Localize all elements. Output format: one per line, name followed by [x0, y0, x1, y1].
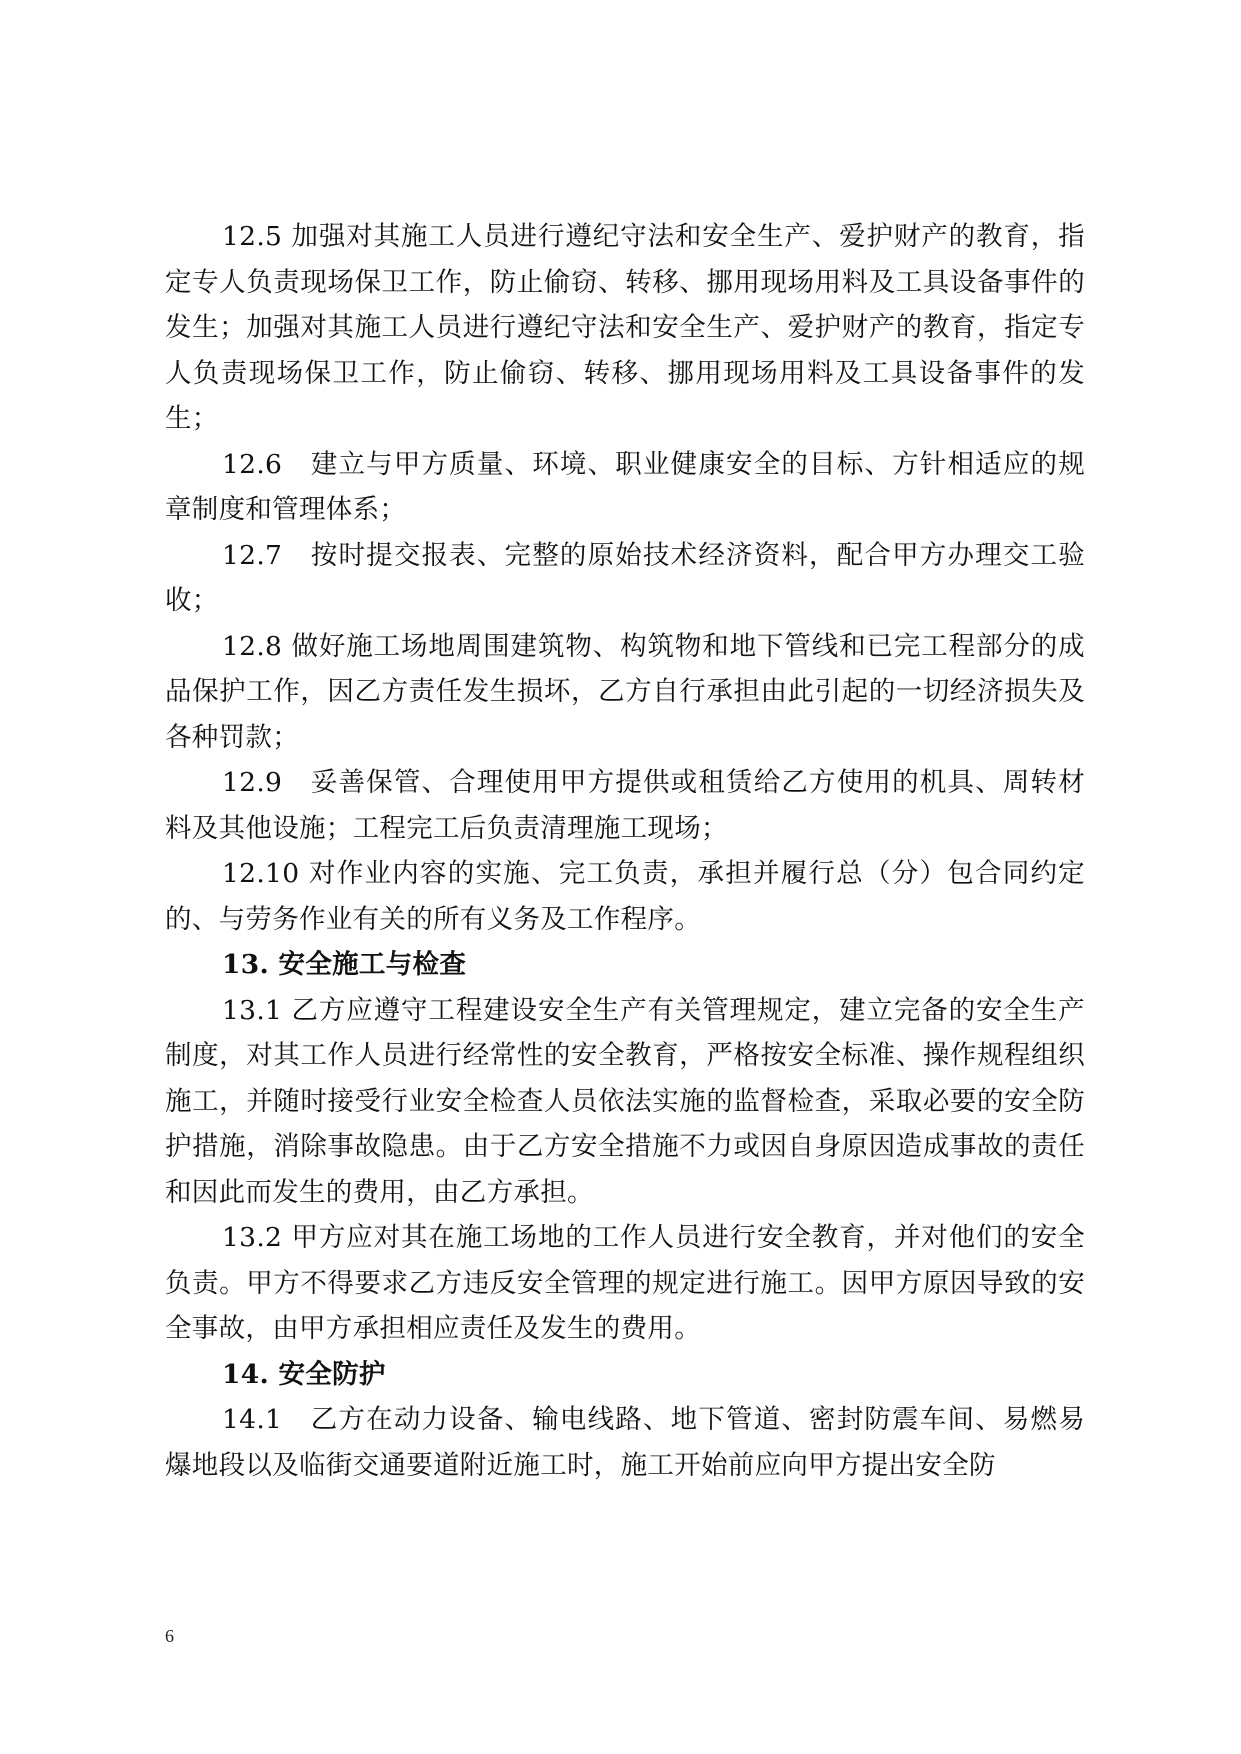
- clause-14-1: 14.1 乙方在动力设备、输电线路、地下管道、密封防震车间、易燃易爆地段以及临街交通要道附近施工时，施工开始前应向甲方提出安全防: [165, 1404, 1085, 1481]
- clause-12-6: 12.6 建立与甲方质量、环境、职业健康安全的目标、方针相适应的规章制度和管理体系；: [165, 448, 1085, 525]
- clause-13-1: 13.1 乙方应遵守工程建设安全生产有关管理规定，建立完备的安全生产制度，对其工作人员进行经常性的安全教育，严格按安全标准、操作规程组织施工，并随时接受行业安全检查人员依法实施的监督检查，采取必要的安全防护措施，消除事故隐患。由于乙方安全措施不力或因自身原因造成事故的责任和因此而发生的费用，由乙方承担。: [165, 994, 1085, 1208]
- clause-13-2: 13.2 甲方应对其在施工场地的工作人员进行安全教育，并对他们的安全负责。甲方不得要求乙方违反安全管理的规定进行施工。因甲方原因导致的安全事故，由甲方承担相应责任及发生的费用。: [165, 1222, 1085, 1344]
- section-14-heading: 14. 安全防护: [222, 1358, 386, 1390]
- section-13-heading: 13. 安全施工与检查: [222, 949, 467, 980]
- clause-12-9: 12.9 妥善保管、合理使用甲方提供或租赁给乙方使用的机具、周转材料及其他设施；工程完工后负责清理施工现场；: [165, 767, 1085, 844]
- clause-12-10: 12.10 对作业内容的实施、完工负责，承担并履行总（分）包合同约定的、与劳务作业有关的所有义务及工作程序。: [165, 858, 1085, 935]
- clause-12-7: 12.7 按时提交报表、完整的原始技术经济资料，配合甲方办理交工验收；: [165, 539, 1085, 616]
- page-number: 6: [165, 1626, 174, 1646]
- clause-12-8: 12.8 做好施工场地周围建筑物、构筑物和地下管线和已完工程部分的成品保护工作，因乙方责任发生损坏，乙方自行承担由此引起的一切经济损失及各种罚款；: [165, 630, 1085, 753]
- document-body: [165, 214, 1085, 1488]
- clause-12-5: 12.5 加强对其施工人员进行遵纪守法和安全生产、爱护财产的教育，指定专人负责现场保卫工作，防止偷窃、转移、挪用现场用料及工具设备事件的发生；加强对其施工人员进行遵纪守法和安全生产、爱护财产的教育，指定专人负责现场保卫工作，防止偷窃、转移、挪用现场用料及工具设备事件的发生；: [165, 221, 1085, 434]
